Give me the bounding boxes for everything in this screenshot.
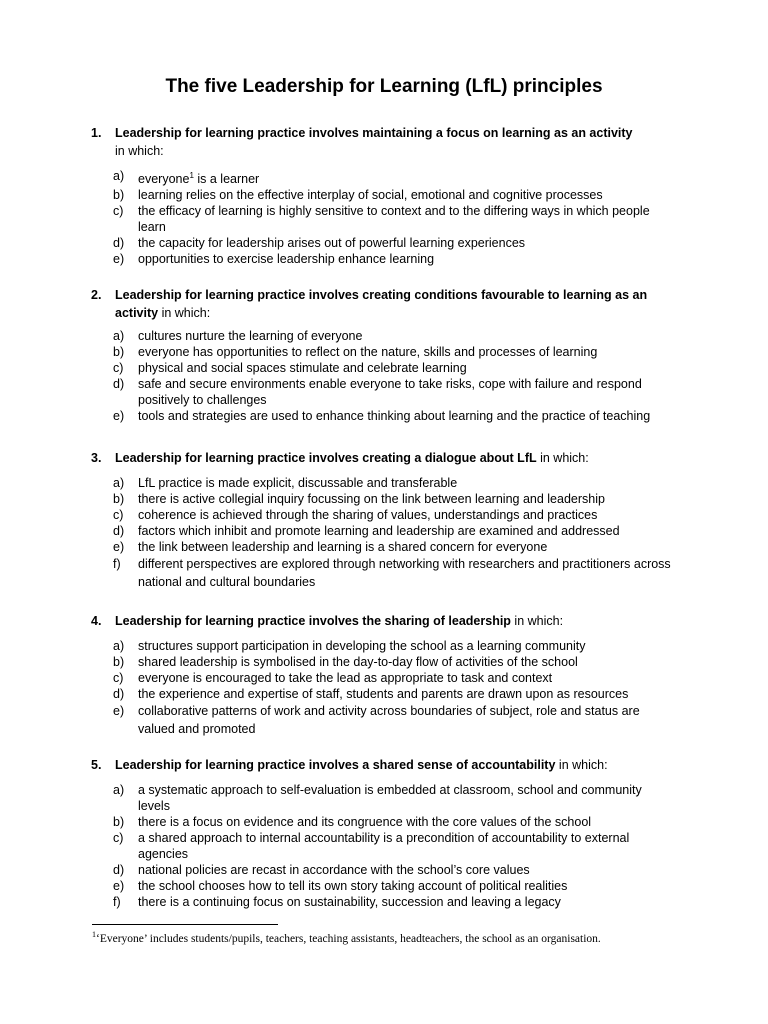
list-item: b) everyone has opportunities to reflect on the nature, skills and processes of learning (113, 345, 598, 359)
footnote-ref: 1 (189, 171, 194, 180)
page-title: The five Leadership for Learning (LfL) principles (165, 76, 603, 97)
footnote-text: ‘Everyone’ includes students/pupils, teachers, teaching assistants, headteachers, the school as an organisation. (96, 932, 601, 945)
principle-heading (92, 124, 672, 160)
list-item: c) a shared approach to internal accountability is a precondition of accountability to external agencies (113, 831, 630, 861)
list-item: a) structures support participation in developing the school as a learning community (113, 639, 586, 653)
principle-1 (92, 124, 672, 267)
principle-number: 2. (91, 288, 102, 302)
criteria-list (92, 328, 672, 424)
list-item: b) shared leadership is symbolised in the day-to-day flow of activities of the school (113, 655, 578, 669)
list-item: f) different perspectives are explored through networking with researchers and practitioners across national and cultural boundaries (113, 557, 671, 589)
principle-5 (92, 756, 672, 910)
list-item: d) safe and secure environments enable everyone to take risks, cope with failure and respond positively to challenges (113, 377, 642, 407)
list-item: a) cultures nurture the learning of everyone (113, 329, 363, 343)
list-item: a) a systematic approach to self-evaluation is embedded at classroom, school and community levels (113, 783, 642, 813)
principle-statement: Leadership for learning practice involves creating a dialogue about LfL (115, 451, 537, 465)
principle-suffix: in which: (510, 614, 564, 628)
list-item: b) learning relies on the effective interplay of social, emotional and cognitive processes (113, 188, 603, 203)
principle-number: 5. (91, 758, 102, 772)
list-item: a) LfL practice is made explicit, discussable and transferable (113, 476, 458, 490)
principle-heading (92, 449, 672, 467)
principle-heading (92, 612, 672, 630)
criteria-list (92, 782, 672, 910)
principle-suffix: in which: (115, 144, 164, 158)
principle-number: 1. (91, 126, 102, 140)
principle-number: 4. (91, 614, 102, 628)
list-item: b) there is active collegial inquiry focussing on the link between learning and leadership (113, 492, 605, 506)
principle-statement: Leadership for learning practice involves maintaining a focus on learning as an activity (115, 126, 633, 140)
footnote-divider (92, 924, 278, 925)
list-item: c) coherence is achieved through the sharing of values, understandings and practices (113, 508, 598, 522)
principle-statement: Leadership for learning practice involves a shared sense of accountability (115, 758, 556, 772)
list-item: d) the experience and expertise of staff, students and parents are drawn upon as resources (113, 687, 629, 701)
principle-suffix: in which: (555, 758, 608, 772)
footnote-marker: 1 (92, 930, 96, 939)
principle-heading (92, 286, 672, 322)
criteria-list (92, 168, 672, 267)
principle-statement: Leadership for learning practice involves the sharing of leadership (115, 614, 511, 628)
list-item: c) everyone is encouraged to take the lead as appropriate to task and context (113, 671, 553, 685)
list-item: a) everyone$^1$ is a learner (113, 169, 260, 187)
list-item: e) the link between leadership and learning is a shared concern for everyone (113, 540, 548, 554)
list-item: d) national policies are recast in accordance with the school’s core values (113, 863, 530, 877)
list-item: f) there is a continuing focus on sustainability, succession and leaving a legacy (113, 895, 561, 909)
list-item: d) the capacity for leadership arises out of powerful learning experiences (113, 236, 526, 251)
list-item: e) tools and strategies are used to enhance thinking about learning and the practice of teaching (113, 409, 651, 423)
list-item: e) collaborative patterns of work and activity across boundaries of subject, role and status are valued and promoted (113, 704, 640, 736)
list-item: c) the efficacy of learning is highly sensitive to context and to the differing ways in which people learn (113, 204, 650, 235)
list-item: e) opportunities to exercise leadership enhance learning (113, 252, 435, 267)
criteria-list (92, 638, 672, 738)
principle-suffix: in which: (158, 306, 211, 320)
principle-number: 3. (91, 451, 102, 465)
criteria-list (92, 475, 672, 591)
footnote (92, 930, 601, 945)
principle-statement: Leadership for learning practice involves creating conditions favourable to learning as an activity (115, 288, 648, 320)
list-item: b) there is a focus on evidence and its congruence with the core values of the school (113, 815, 592, 829)
principle-3 (92, 449, 672, 591)
list-item: c) physical and social spaces stimulate and celebrate learning (113, 361, 467, 375)
principle-suffix: in which: (536, 451, 589, 465)
list-item: e) the school chooses how to tell its own story taking account of political realities (113, 879, 568, 893)
list-item: d) factors which inhibit and promote learning and leadership are examined and addressed (113, 524, 620, 538)
principle-2 (92, 286, 672, 424)
principle-4 (92, 612, 672, 738)
principle-heading (92, 756, 672, 774)
